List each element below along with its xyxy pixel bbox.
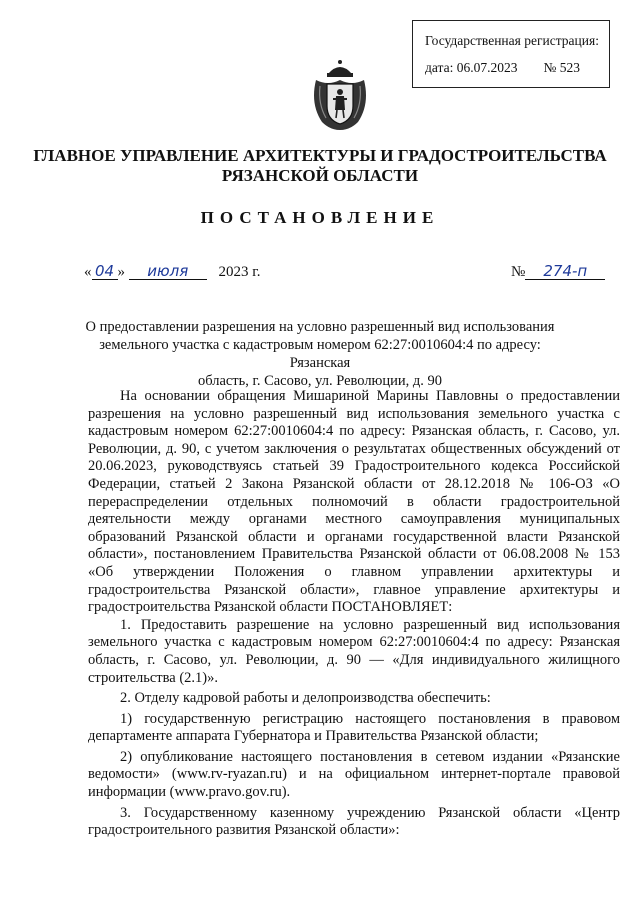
agency-name-line1: ГЛАВНОЕ УПРАВЛЕНИЕ АРХИТЕКТУРЫ И ГРАДОСТРОИТЕЛЬСТВА bbox=[33, 146, 607, 165]
document-body bbox=[88, 388, 620, 843]
document-date bbox=[84, 263, 260, 281]
registration-details bbox=[425, 59, 609, 77]
agency-name bbox=[0, 146, 640, 186]
paragraph-item-2-1: 1) государственную регистрацию настоящего постановления в правовом департаменте аппарата Губернатора и Правительства Рязанской области; bbox=[88, 710, 620, 745]
date-quote-close: » bbox=[117, 264, 125, 280]
registration-title: Государственная регистрация: bbox=[425, 33, 599, 48]
paragraph-item-1: 1. Предоставить разрешение на условно разрешенный вид использования земельного участка с кадастровым номером 62:27:0010604:4 по адресу: Рязанская область, г. Сасово, ул. Революции, д. 90 — «Для индивидуального жилищного строительства (2.1)». bbox=[88, 616, 620, 686]
paragraph-preamble: На основании обращения Мишариной Марины Павловны о предоставлении разрешения на условно разрешенный вид использования земельного участка с кадастровым номером 62:27:0010604:4 по адресу: Рязанская область, г. Сасово, ул. Революции, д. 90, с учетом заключения о результатах общественных обсуждений от 20.06.2023, руководствуясь статьей 39 Градостроительного кодекса Российской Федерации, статьей 2 Закона Рязанской области от 28.12.2018 № 106-ОЗ «О перераспределении отдельных полномочий в области градостроительной деятельности между органами местного самоуправления муниципальных образований Рязанской области и органами государственной власти Рязанской области», постановлением Правительства Рязанской области от 06.08.2008 № 153 «Об утверждении Положения о главном управлении архитектуры и градостроительства Рязанской области», главное управление архитектуры и градостроительства Рязанской области ПОСТАНОВЛЯЕТ: bbox=[88, 388, 620, 616]
date-month: июля bbox=[129, 263, 207, 280]
registration-number: № 523 bbox=[543, 60, 580, 75]
number-prefix: № bbox=[511, 264, 526, 280]
document-type: ПОСТАНОВЛЕНИЕ bbox=[200, 208, 440, 227]
date-day: 04 bbox=[92, 263, 118, 280]
subject-line2: земельного участка с кадастровым номером 62:27:0010604:4 по адресу: Рязанская bbox=[99, 337, 541, 371]
paragraph-item-2-2: 2) опубликование настоящего постановления в сетевом издании «Рязанские ведомости» (www.rv-ryazan.ru) и на официальном интернет-портале правовой информации (www.pravo.gov.ru). bbox=[88, 748, 620, 801]
document-subject bbox=[70, 318, 570, 390]
subject-line3: область, г. Сасово, ул. Революции, д. 90 bbox=[197, 373, 443, 389]
number-value: 274-п bbox=[525, 263, 605, 280]
ryazan-coat-of-arms-emblem bbox=[312, 58, 368, 132]
registration-date: дата: 06.07.2023 bbox=[425, 60, 518, 75]
date-year: 2023 г. bbox=[218, 264, 261, 280]
paragraph-item-3: 3. Государственному казенному учреждению Рязанской области «Центр градостроительного развития Рязанской области»: bbox=[88, 804, 620, 839]
subject-line1: О предоставлении разрешения на условно разрешенный вид использования bbox=[85, 319, 555, 335]
document-number bbox=[511, 263, 605, 281]
agency-name-line2: РЯЗАНСКОЙ ОБЛАСТИ bbox=[221, 166, 419, 185]
registration-stamp bbox=[412, 20, 610, 88]
date-quote-open: « bbox=[84, 264, 92, 280]
paragraph-item-2: 2. Отделу кадровой работы и делопроизводства обеспечить: bbox=[120, 690, 491, 707]
